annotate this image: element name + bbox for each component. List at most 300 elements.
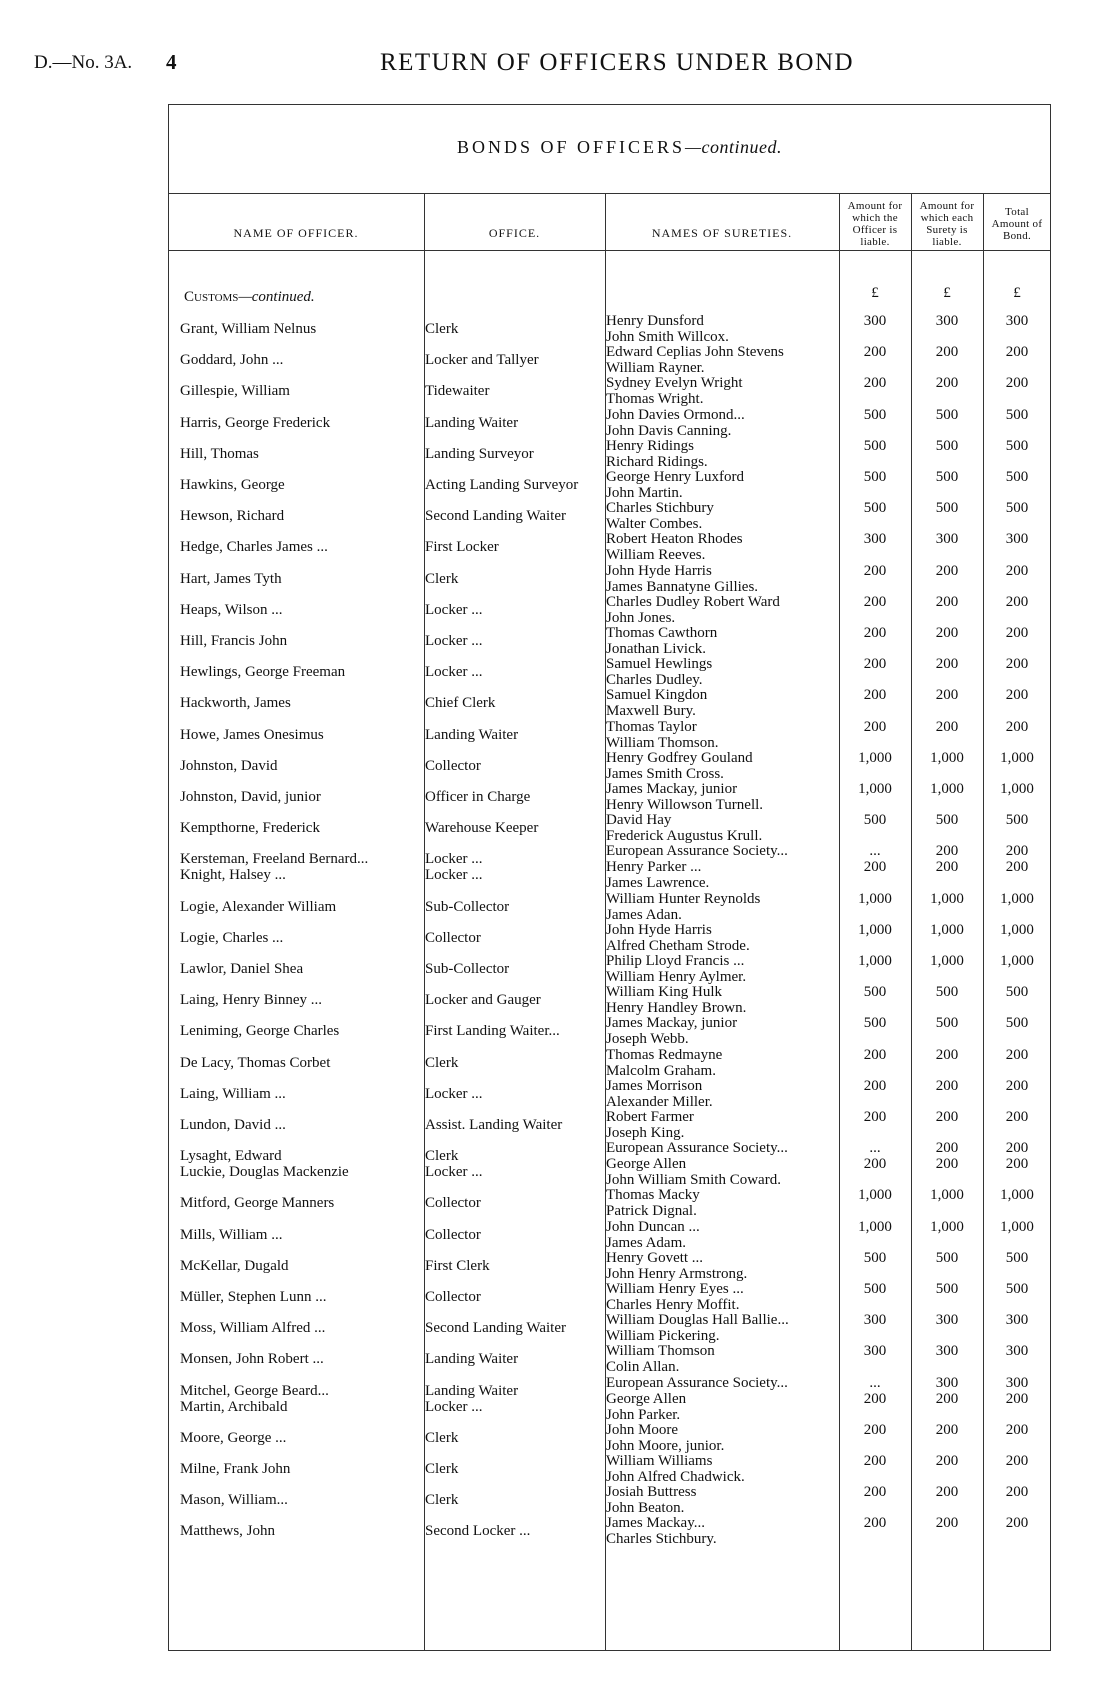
- officer-name: Johnston, David, junior: [180, 789, 321, 805]
- sureties-cell: [606, 812, 792, 844]
- surety-primary: European Assurance Society...: [606, 843, 788, 860]
- amount-total: 200: [1005, 1484, 1029, 1501]
- amount-surety: 200: [935, 1421, 959, 1438]
- header-rule: [168, 250, 1051, 251]
- surety-secondary: John Henry Armstrong.: [606, 1265, 748, 1282]
- amount-surety: 500: [935, 984, 959, 1001]
- surety-secondary: William Pickering.: [606, 1328, 720, 1345]
- amount-surety: 1,000: [930, 953, 964, 969]
- surety-secondary: Frederick Augustus Krull.: [606, 828, 763, 845]
- officer-office: Locker and Tallyer: [425, 352, 539, 369]
- officer-name: Gillespie, William: [180, 383, 290, 400]
- amount-officer: 1,000: [858, 749, 892, 766]
- amount-officer: ...: [869, 1140, 881, 1157]
- amount-officer: 200: [863, 1046, 887, 1063]
- column-header-total: Total Amount of Bond.: [991, 206, 1043, 242]
- surety-primary: Charles Dudley Robert Ward: [606, 593, 780, 610]
- surety-secondary: John Beaton.: [606, 1500, 685, 1517]
- surety-primary: Henry Govett ...: [606, 1249, 704, 1266]
- amount-total: 1,000: [1000, 890, 1034, 907]
- officer-office: Second Landing Waiter: [425, 1320, 566, 1337]
- amount-officer: 200: [863, 344, 887, 361]
- amount-surety: 200: [935, 1046, 959, 1063]
- surety-primary: John Hyde Harris: [606, 921, 712, 938]
- table-row: [168, 1047, 1051, 1082]
- officer-office: Tidewaiter: [425, 383, 490, 400]
- amount-officer: 200: [863, 562, 887, 579]
- surety-secondary: Maxwell Bury.: [606, 703, 696, 720]
- amount-surety: 200: [935, 344, 959, 361]
- amount-total: 200: [1005, 656, 1029, 673]
- table-row: [168, 687, 1051, 722]
- amount-total: 1,000: [1000, 921, 1034, 938]
- officer-name: Howe, James Onesimus: [180, 726, 324, 743]
- sureties-cell: [606, 922, 792, 954]
- section-title-continued: —continued.: [685, 137, 783, 157]
- amount-surety: 200: [935, 375, 959, 392]
- amount-total: 200: [1005, 1515, 1029, 1532]
- surety-primary: John Hyde Harris: [606, 562, 712, 579]
- sureties-cell: [606, 687, 792, 719]
- surety-secondary: William Henry Aylmer.: [606, 969, 747, 985]
- table-row: [168, 1219, 1051, 1254]
- surety-primary: Thomas Redmayne: [606, 1046, 723, 1063]
- surety-secondary: John Smith Willcox.: [606, 329, 729, 345]
- table-row: [168, 1391, 1051, 1426]
- table-row: [168, 1343, 1051, 1378]
- surety-secondary: William Thomson.: [606, 734, 719, 751]
- sureties-cell: [606, 1391, 792, 1423]
- table-row: [168, 375, 1051, 410]
- surety-primary: Samuel Kingdon: [606, 687, 708, 704]
- sureties-cell: [606, 1015, 792, 1047]
- officer-name: Laing, William ...: [180, 1085, 286, 1102]
- amount-surety: 300: [935, 531, 959, 548]
- amount-total: 200: [1005, 1046, 1029, 1063]
- amount-total: 200: [1005, 1140, 1029, 1157]
- officer-name: Hill, Thomas: [180, 445, 259, 462]
- amount-officer: 300: [863, 1343, 887, 1360]
- table-row: [168, 438, 1051, 473]
- amount-total: 200: [1005, 344, 1029, 361]
- officer-name: De Lacy, Thomas Corbet: [180, 1054, 331, 1071]
- amount-surety: 200: [935, 593, 959, 610]
- table-row: [168, 1515, 1051, 1550]
- officer-office: Locker ...: [425, 867, 483, 884]
- table-row: [168, 750, 1051, 785]
- surety-secondary: John Davis Canning.: [606, 422, 732, 439]
- table-row: [168, 1078, 1051, 1113]
- surety-secondary: Patrick Dignal.: [606, 1203, 697, 1220]
- sureties-cell: [606, 1047, 792, 1079]
- officer-name: Monsen, John Robert ...: [180, 1351, 324, 1368]
- amount-officer: 500: [863, 500, 887, 517]
- surety-primary: George Allen: [606, 1156, 687, 1173]
- surety-primary: Robert Heaton Rhodes: [606, 531, 743, 548]
- amount-officer: 200: [863, 1484, 887, 1501]
- amount-total: 1,000: [1000, 1218, 1034, 1235]
- surety-primary: John Moore: [606, 1421, 679, 1438]
- amount-officer: 1,000: [858, 921, 892, 938]
- officer-office: Assist. Landing Waiter: [425, 1117, 563, 1133]
- surety-secondary: Charles Dudley.: [606, 672, 703, 689]
- sureties-cell: [606, 891, 792, 923]
- sureties-cell: [606, 531, 792, 563]
- officer-name: Kersteman, Freeland Bernard...: [180, 851, 369, 868]
- surety-primary: Josiah Buttress: [606, 1484, 697, 1501]
- surety-primary: Henry Ridings: [606, 437, 694, 454]
- officer-name: Goddard, John ...: [180, 352, 284, 369]
- sureties-cell: [606, 1187, 792, 1219]
- surety-primary: William Douglas Hall Ballie...: [606, 1312, 789, 1329]
- amount-surety: 200: [935, 1077, 959, 1094]
- table-row: [168, 656, 1051, 691]
- amount-officer: 1,000: [858, 781, 892, 797]
- officer-name: Lysaght, Edward: [180, 1148, 282, 1165]
- table-row: [168, 1109, 1051, 1144]
- amount-officer: 500: [863, 437, 887, 454]
- amount-officer: 200: [863, 593, 887, 610]
- officer-name: Laing, Henry Binney ...: [180, 992, 323, 1009]
- officer-name: Hill, Francis John: [180, 633, 288, 649]
- amount-total: 500: [1005, 1015, 1029, 1032]
- officer-name: Moore, George ...: [180, 1429, 287, 1446]
- surety-primary: David Hay: [606, 812, 672, 829]
- surety-primary: William Thomson: [606, 1343, 715, 1360]
- amount-total: 500: [1005, 437, 1029, 454]
- officer-name: Leniming, George Charles: [180, 1023, 340, 1040]
- amount-total: 500: [1005, 406, 1029, 423]
- sureties-cell: [606, 1156, 792, 1188]
- officer-office: Locker ...: [425, 664, 483, 681]
- officer-name: Harris, George Frederick: [180, 414, 331, 431]
- officer-office: Second Landing Waiter: [425, 508, 566, 525]
- officer-office: Clerk: [425, 1429, 459, 1446]
- amount-total: 500: [1005, 500, 1029, 517]
- surety-primary: James Mackay...: [606, 1515, 705, 1532]
- sureties-cell: [606, 859, 792, 891]
- amount-surety: 200: [935, 562, 959, 579]
- amount-officer: 1,000: [858, 890, 892, 907]
- officer-office: Locker ...: [425, 1398, 483, 1415]
- officer-office: First Locker: [425, 539, 499, 556]
- sureties-cell: [606, 1312, 792, 1344]
- surety-secondary: Richard Ridings.: [606, 453, 708, 470]
- table-row: [168, 594, 1051, 629]
- officer-name: Hawkins, George: [180, 477, 285, 493]
- officer-office: Locker ...: [425, 1164, 483, 1181]
- amount-officer: 500: [863, 469, 887, 485]
- officer-office: Locker ...: [425, 601, 483, 618]
- surety-secondary: James Adam.: [606, 1234, 686, 1251]
- amount-total: 200: [1005, 843, 1029, 860]
- officer-office: Locker ...: [425, 633, 483, 649]
- sureties-cell: [606, 1375, 792, 1391]
- amount-total: 200: [1005, 593, 1029, 610]
- table-row: [168, 859, 1051, 894]
- amount-officer: 500: [863, 812, 887, 829]
- table-row: [168, 563, 1051, 598]
- amount-officer: 500: [863, 1249, 887, 1266]
- table-row: [168, 1484, 1051, 1519]
- officer-office: Locker ...: [425, 1085, 483, 1102]
- amount-officer: 200: [863, 1156, 887, 1173]
- surety-primary: Henry Dunsford: [606, 313, 704, 329]
- amount-total: 200: [1005, 1453, 1029, 1469]
- table-row: [168, 1015, 1051, 1050]
- amount-total: 300: [1005, 1312, 1029, 1329]
- amount-total: 200: [1005, 562, 1029, 579]
- amount-total: 200: [1005, 625, 1029, 641]
- amount-total: 1,000: [1000, 749, 1034, 766]
- officer-name: Grant, William Nelnus: [180, 321, 317, 337]
- officer-office: Landing Waiter: [425, 1382, 519, 1399]
- section-title: [168, 104, 1051, 194]
- surety-primary: Philip Lloyd Francis ...: [606, 953, 745, 969]
- officer-office: Clerk: [425, 1054, 459, 1071]
- surety-primary: George Allen: [606, 1390, 687, 1407]
- table-row: [168, 781, 1051, 816]
- officer-office: First Clerk: [425, 1257, 490, 1274]
- amount-officer: 200: [863, 1421, 887, 1438]
- sureties-cell: [606, 500, 792, 532]
- amount-surety: 500: [935, 1015, 959, 1032]
- officer-office: Clerk: [425, 1461, 459, 1477]
- amount-officer: 200: [863, 1077, 887, 1094]
- officer-office: Landing Waiter: [425, 1351, 519, 1368]
- amount-officer: 200: [863, 687, 887, 704]
- amount-total: 200: [1005, 859, 1029, 876]
- officer-office: Locker and Gauger: [425, 992, 541, 1009]
- sureties-cell: [606, 1281, 792, 1313]
- officer-name: Johnston, David: [180, 757, 278, 774]
- sureties-cell: [606, 594, 792, 626]
- officer-office: Clerk: [425, 1492, 459, 1509]
- amount-surety: 200: [935, 687, 959, 704]
- sureties-cell: [606, 1109, 792, 1141]
- officer-name: Hedge, Charles James ...: [180, 539, 328, 556]
- surety-secondary: John Jones.: [606, 609, 676, 626]
- surety-primary: James Mackay, junior: [606, 781, 738, 797]
- table-row: [168, 407, 1051, 442]
- officer-name: Hewson, Richard: [180, 508, 285, 525]
- amount-surety: 300: [935, 1312, 959, 1329]
- surety-primary: Charles Stichbury: [606, 500, 714, 517]
- sureties-cell: [606, 313, 792, 345]
- table-row: [168, 1422, 1051, 1457]
- amount-surety: 500: [935, 437, 959, 454]
- officer-name: Mills, William ...: [180, 1226, 283, 1243]
- surety-secondary: Henry Willowson Turnell.: [606, 797, 764, 813]
- table-row: [168, 500, 1051, 535]
- table-row: [168, 1312, 1051, 1347]
- officer-office: Landing Surveyor: [425, 445, 534, 462]
- sureties-cell: [606, 469, 792, 501]
- surety-primary: Edward Ceplias John Stevens: [606, 344, 784, 361]
- amount-officer: 500: [863, 406, 887, 423]
- sureties-cell: [606, 1453, 792, 1485]
- officer-name: Kempthorne, Frederick: [180, 820, 320, 837]
- officer-name: Luckie, Douglas Mackenzie: [180, 1164, 349, 1181]
- amount-total: 1,000: [1000, 953, 1034, 969]
- amount-officer: 300: [863, 531, 887, 548]
- amount-officer: 200: [863, 1515, 887, 1532]
- subheading-continued: —continued.: [238, 289, 315, 305]
- surety-primary: John Davies Ormond...: [606, 406, 745, 423]
- amount-surety: 200: [935, 1453, 959, 1469]
- surety-secondary: Charles Henry Moffit.: [606, 1297, 740, 1313]
- currency-mark: £: [1013, 285, 1021, 301]
- amount-surety: 1,000: [930, 749, 964, 766]
- surety-secondary: Thomas Wright.: [606, 391, 704, 408]
- amount-surety: 300: [935, 313, 959, 329]
- surety-primary: Robert Farmer: [606, 1109, 694, 1125]
- sureties-cell: [606, 407, 792, 439]
- table-row: [168, 984, 1051, 1019]
- amount-officer: 200: [863, 656, 887, 673]
- officer-name: McKellar, Dugald: [180, 1257, 289, 1274]
- sureties-cell: [606, 1422, 792, 1454]
- amount-total: 500: [1005, 1281, 1029, 1297]
- surety-secondary: William Rayner.: [606, 360, 705, 377]
- amount-total: 1,000: [1000, 1187, 1034, 1204]
- surety-primary: George Henry Luxford: [606, 469, 745, 485]
- officer-name: Heaps, Wilson ...: [180, 601, 283, 618]
- officer-name: Hackworth, James: [180, 695, 291, 712]
- surety-secondary: Henry Handley Brown.: [606, 1000, 747, 1017]
- surety-secondary: Jonathan Livick.: [606, 641, 706, 657]
- officer-name: Knight, Halsey ...: [180, 867, 286, 884]
- amount-total: 300: [1005, 313, 1029, 329]
- surety-secondary: James Bannatyne Gillies.: [606, 578, 759, 595]
- amount-officer: 300: [863, 1312, 887, 1329]
- subheading-text: Customs: [184, 289, 239, 305]
- surety-secondary: Walter Combes.: [606, 516, 703, 533]
- amount-officer: 200: [863, 1109, 887, 1125]
- officer-office: Second Locker ...: [425, 1523, 531, 1540]
- surety-primary: William Henry Eyes ...: [606, 1281, 744, 1297]
- surety-primary: William Hunter Reynolds: [606, 890, 761, 907]
- surety-primary: Thomas Macky: [606, 1187, 700, 1204]
- sureties-cell: [606, 625, 792, 657]
- officer-office: Collector: [425, 1195, 481, 1212]
- officer-name: Matthews, John: [180, 1523, 275, 1540]
- officer-office: Landing Waiter: [425, 726, 519, 743]
- table-row: [168, 344, 1051, 379]
- amount-officer: 1,000: [858, 953, 892, 969]
- table-row: [168, 313, 1051, 348]
- amount-surety: 200: [935, 656, 959, 673]
- sureties-cell: [606, 719, 792, 751]
- surety-primary: William Williams: [606, 1453, 713, 1469]
- sureties-cell: [606, 1515, 792, 1547]
- section-title-text: BONDS OF OFFICERS: [456, 137, 686, 157]
- surety-secondary: John Alfred Chadwick.: [606, 1469, 745, 1485]
- officer-name: Hart, James Tyth: [180, 570, 282, 587]
- officer-name: Mitford, George Manners: [180, 1195, 335, 1212]
- amount-total: 300: [1005, 1343, 1029, 1360]
- sureties-cell: [606, 563, 792, 595]
- officer-office: Clerk: [425, 570, 459, 587]
- sureties-cell: [606, 1484, 792, 1516]
- officer-name: Logie, Alexander William: [180, 898, 337, 915]
- table-row: [168, 625, 1051, 660]
- amount-surety: 500: [935, 406, 959, 423]
- sureties-cell: [606, 843, 792, 859]
- surety-primary: Henry Parker ...: [606, 859, 702, 876]
- sureties-cell: [606, 375, 792, 407]
- table-row: [168, 1453, 1051, 1488]
- surety-primary: Thomas Taylor: [606, 718, 697, 735]
- officer-office: First Landing Waiter...: [425, 1023, 560, 1040]
- amount-surety: 500: [935, 1249, 959, 1266]
- page-number: 4: [166, 50, 177, 74]
- amount-surety: 1,000: [930, 890, 964, 907]
- amount-surety: 500: [935, 1281, 959, 1297]
- amount-total: 300: [1005, 1374, 1029, 1391]
- officer-office: Collector: [425, 1289, 481, 1305]
- sureties-cell: [606, 750, 792, 782]
- surety-secondary: James Lawrence.: [606, 875, 710, 892]
- column-header-amount-surety: Amount for which each Surety is liable.: [919, 200, 975, 248]
- table-row: [168, 812, 1051, 847]
- surety-secondary: Alexander Miller.: [606, 1093, 713, 1110]
- table-row: [168, 953, 1051, 988]
- officer-name: Logie, Charles ...: [180, 929, 284, 946]
- amount-surety: 200: [935, 1140, 959, 1157]
- column-header-name: NAME OF OFFICER.: [233, 226, 359, 240]
- surety-secondary: John Parker.: [606, 1406, 681, 1423]
- amount-total: 200: [1005, 1390, 1029, 1407]
- amount-surety: 200: [935, 843, 959, 860]
- amount-total: 200: [1005, 718, 1029, 735]
- officer-office: Sub-Collector: [425, 961, 510, 977]
- amount-surety: 500: [935, 500, 959, 517]
- surety-primary: European Assurance Society...: [606, 1140, 788, 1157]
- amount-total: 500: [1005, 469, 1029, 485]
- table-row: [168, 1250, 1051, 1285]
- surety-primary: William King Hulk: [606, 984, 723, 1001]
- column-header-amount-officer: Amount for which the Officer is liable.: [847, 200, 903, 248]
- officer-name: Lawlor, Daniel Shea: [180, 961, 304, 977]
- table-row: [168, 719, 1051, 754]
- surety-secondary: William Reeves.: [606, 547, 706, 564]
- surety-primary: John Duncan ...: [606, 1218, 700, 1235]
- table-row: [168, 1187, 1051, 1222]
- amount-total: 200: [1005, 1077, 1029, 1094]
- surety-primary: James Morrison: [606, 1077, 703, 1094]
- officer-office: Officer in Charge: [425, 789, 531, 805]
- currency-mark: £: [871, 285, 879, 301]
- sureties-cell: [606, 344, 792, 376]
- table-row: [168, 1281, 1051, 1316]
- amount-officer: 500: [863, 1281, 887, 1297]
- officer-name: Milne, Frank John: [180, 1461, 291, 1477]
- amount-officer: 200: [863, 859, 887, 876]
- sureties-cell: [606, 953, 792, 985]
- amount-surety: 1,000: [930, 1218, 964, 1235]
- amount-total: 500: [1005, 812, 1029, 829]
- surety-primary: European Assurance Society...: [606, 1374, 788, 1391]
- surety-secondary: Alfred Chetham Strode.: [606, 937, 750, 954]
- officer-name: Lundon, David ...: [180, 1117, 286, 1133]
- table-row: [168, 922, 1051, 957]
- amount-officer: ...: [869, 843, 881, 860]
- table-row: [168, 891, 1051, 926]
- officer-name: Müller, Stephen Lunn ...: [180, 1289, 327, 1305]
- amount-officer: 500: [863, 1015, 887, 1032]
- sureties-cell: [606, 781, 792, 813]
